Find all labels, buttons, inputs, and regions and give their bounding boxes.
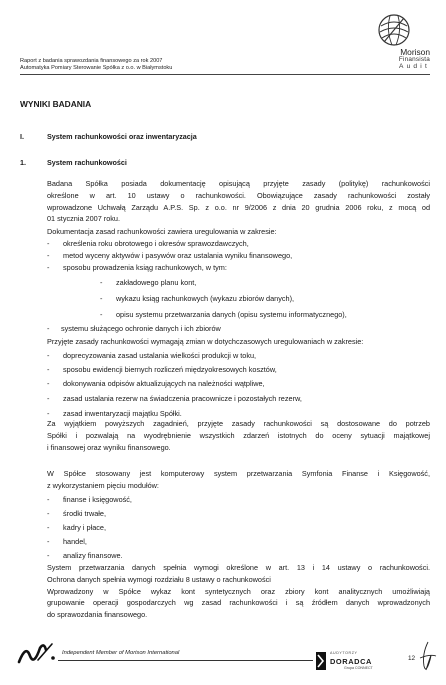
list-item: zakładowego planu kont, (116, 278, 197, 287)
doc-sublist (100, 275, 400, 323)
dash-bullet: - (47, 495, 50, 504)
doc-list-last (47, 323, 430, 335)
footer-rule (58, 660, 313, 661)
text-line: W Spółce stosowany jest komputerowy system przetwarzania Symfonia Finanse i Księgowość, (47, 469, 430, 478)
list-item: określenia roku obrotowego i okresów sprawozdawczych, (63, 239, 249, 248)
list-item: finanse i księgowość, (63, 495, 132, 504)
list-item: wykazu ksiąg rachunkowych (wykazu zbiorów danych), (116, 294, 295, 303)
text-line: 01 stycznia 2007 roku. (47, 214, 121, 224)
doc-list (47, 238, 430, 274)
text-line: Badana Spółka posiada dokumentację opisującą przyjęte zasady (politykę) rachunkowości (47, 179, 430, 188)
text-line: Ochrona danych spełnia wymogi rozdziału 8 ustawy o rachunkowości (47, 574, 271, 584)
page-title: WYNIKI BADANIA (20, 99, 92, 109)
doradca-top: AUDYTORZY (330, 651, 358, 655)
section-number: I. (20, 132, 24, 141)
modules-list (47, 494, 247, 562)
morison-logo-text (340, 48, 430, 70)
dash-bullet: - (47, 263, 50, 272)
text-line: Za wyjątkiem powyższych zagadnień, przyjęte zasady rachunkowości są dostosowane do potrzeb (47, 419, 430, 428)
list-item: metod wyceny aktywów i pasywów oraz ustalania wyniku finansowego, (63, 251, 293, 260)
logo-line3: Audit (398, 63, 430, 71)
paragraph-policy (47, 178, 430, 225)
morison-globe-logo (376, 12, 412, 48)
text-line: wprowadzone Uchwałą Zarządu A.P.S. Sp. z o.o. nr 9/2006 z dnia 20 grudnia 2006 roku, z mocą od (47, 202, 430, 212)
dash-bullet: - (100, 278, 103, 287)
dash-bullet: - (47, 394, 50, 403)
list-item: handel, (63, 537, 87, 546)
list-item: zasad inwentaryzacji majątku Spółki. (63, 409, 182, 418)
dash-bullet: - (100, 294, 103, 303)
dash-bullet: - (47, 523, 50, 532)
text-line: określone w art. 10 ustawy o rachunkowości. Obowiązujące zasady rachunkowości zostały (47, 190, 430, 200)
dash-bullet: - (47, 251, 50, 260)
text-line: Wprowadzony w Spółce wykaz kont syntetycznych oraz zbiory kont analitycznych umożliwiają (47, 586, 430, 596)
list-item: zasad ustalania rezerw na świadczenia pracownicze i pozostałych rezerw, (63, 394, 302, 403)
paragraph-exceptions (47, 418, 430, 453)
list-item: kadry i płace, (63, 523, 106, 532)
text-line: z wykorzystaniem pięciu modułów: (47, 480, 159, 490)
dash-bullet: - (47, 239, 50, 248)
paragraph-processing (47, 562, 430, 621)
list-item: sposobu prowadzenia ksiąg rachunkowych, w tym: (63, 263, 227, 272)
dash-bullet: - (47, 551, 50, 560)
page-number: 12 (408, 655, 416, 662)
logo-line2: Finansista (398, 56, 430, 64)
text-line: do sprawozdania finansowego. (47, 610, 148, 620)
dash-bullet: - (47, 537, 50, 546)
dash-bullet: - (47, 509, 50, 518)
text-line: Spółki i pozwalają na wyodrębnienie wszystkich zdarzeń istotnych do oceny sytuacji majątkowej (47, 430, 430, 440)
list-item: opisu systemu przetwarzania danych (opisu systemu informatycznego), (116, 310, 347, 319)
paragraph-system (47, 468, 430, 492)
dash-bullet: - (47, 379, 50, 388)
signature (416, 640, 438, 676)
changes-list (47, 350, 430, 422)
dash-bullet: - (100, 310, 103, 319)
doradca-sub: Grupa CONNECT (344, 666, 373, 670)
section-title: System rachunkowości oraz inwentaryzacja (47, 132, 197, 141)
text-line: System przetwarzania danych spełnia wymogi określone w art. 13 i 14 ustawy o rachunkowości. (47, 563, 430, 572)
morison-script-logo (16, 640, 60, 666)
list-item: dokonywania odpisów aktualizujących na należności wątpliwe, (63, 379, 265, 388)
doc-intro: Dokumentacja zasad rachunkowości zawiera uregulowania w zakresie: (47, 227, 277, 236)
list-item: systemu służącego ochronie danych i ich zbiorów (61, 324, 221, 333)
list-item: sposobu ewidencji biernych rozliczeń międzyokresowych kosztów, (63, 365, 277, 374)
doradca-arrow-icon (316, 652, 326, 670)
subsection-number: 1. (20, 158, 26, 167)
doradca-brand: DORADCA (330, 657, 372, 666)
list-item: doprecyzowania zasad ustalania wielkości produkcji w toku, (63, 351, 257, 360)
list-item: analizy finansowe. (63, 551, 123, 560)
header-rule (20, 74, 430, 75)
footer-member: Independent Member of Morison International (62, 650, 180, 656)
dash-bullet: - (47, 365, 50, 374)
changes-intro: Przyjęte zasady rachunkowości wymagają zmian w dotychczasowych uregulowaniach w zakresie: (47, 337, 364, 346)
dash-bullet: - (47, 351, 50, 360)
text-line: i finansowej oraz wyniku finansowego. (47, 442, 171, 452)
report-header (20, 58, 172, 72)
subsection-title: System rachunkowości (47, 158, 127, 167)
report-title-line: Raport z badania sprawozdania finansowego za rok 2007 (20, 58, 163, 64)
text-line: grupowanie operacji gospodarczych wg zasad rachunkowości i są źródłem danych wprowadzonych (47, 598, 430, 608)
list-item: środki trwałe, (63, 509, 106, 518)
company-name-line: Automatyka Pomiary Sterowanie Spółka z o.o. w Białymstoku (20, 65, 173, 72)
logo-name: Morison (400, 47, 430, 57)
dash-bullet: - (47, 324, 50, 333)
dash-bullet: - (47, 409, 50, 418)
